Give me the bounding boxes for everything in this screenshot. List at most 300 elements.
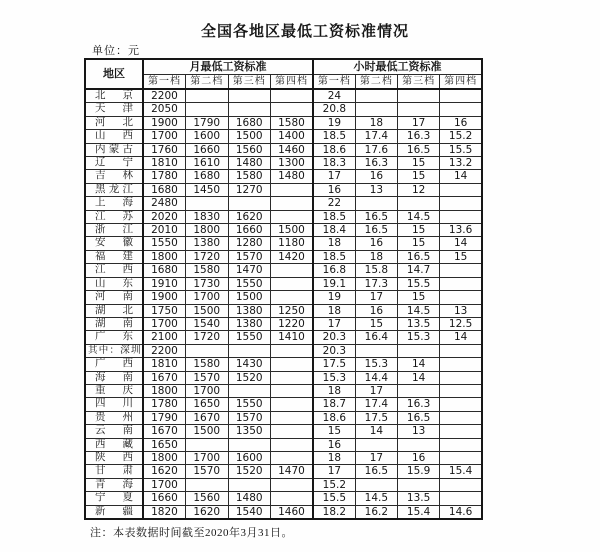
hourly-tier-2-header: 第二档 xyxy=(355,75,397,90)
monthly-value-cell: 1790 xyxy=(186,116,229,129)
table-row xyxy=(85,224,482,237)
monthly-value-cell: 1780 xyxy=(143,170,186,183)
monthly-value-cell: 1570 xyxy=(186,371,229,384)
table-row xyxy=(85,398,482,411)
hourly-value-cell: 20.8 xyxy=(313,103,355,116)
monthly-value-cell xyxy=(271,425,314,438)
hourly-value-cell xyxy=(355,197,397,210)
hourly-value-cell: 17.5 xyxy=(355,411,397,424)
table-row xyxy=(85,116,482,129)
monthly-value-cell: 1180 xyxy=(271,237,314,250)
hourly-value-cell xyxy=(440,492,482,505)
hourly-value-cell: 15.9 xyxy=(398,465,440,478)
region-column-header: 地区 xyxy=(85,59,143,89)
hourly-value-cell: 17 xyxy=(398,116,440,129)
region-cell: 新 疆 xyxy=(85,505,143,519)
hourly-value-cell xyxy=(355,344,397,357)
monthly-value-cell: 1410 xyxy=(271,331,314,344)
monthly-value-cell: 2010 xyxy=(143,224,186,237)
monthly-value-cell: 2200 xyxy=(143,344,186,357)
hourly-value-cell: 14 xyxy=(440,331,482,344)
monthly-value-cell: 1730 xyxy=(186,277,229,290)
region-cell: 海 南 xyxy=(85,371,143,384)
hourly-value-cell: 15.5 xyxy=(398,277,440,290)
monthly-value-cell: 1350 xyxy=(228,425,271,438)
monthly-value-cell: 1800 xyxy=(186,224,229,237)
monthly-value-cell xyxy=(271,478,314,491)
table-row xyxy=(85,130,482,143)
monthly-value-cell xyxy=(186,344,229,357)
wage-table-body xyxy=(85,89,482,519)
hourly-value-cell xyxy=(398,438,440,451)
monthly-value-cell xyxy=(271,384,314,397)
monthly-value-cell xyxy=(186,103,229,116)
hourly-value-cell: 18 xyxy=(355,116,397,129)
hourly-value-cell: 15.2 xyxy=(313,478,355,491)
hourly-value-cell: 15 xyxy=(355,317,397,330)
hourly-value-cell: 20.3 xyxy=(313,331,355,344)
hourly-value-cell xyxy=(440,264,482,277)
monthly-value-cell: 1580 xyxy=(186,358,229,371)
monthly-value-cell: 1910 xyxy=(143,277,186,290)
hourly-value-cell: 16 xyxy=(313,438,355,451)
monthly-value-cell: 1430 xyxy=(228,358,271,371)
hourly-value-cell: 15.3 xyxy=(398,331,440,344)
hourly-value-cell: 18 xyxy=(313,237,355,250)
hourly-value-cell: 14 xyxy=(398,371,440,384)
hourly-value-cell: 16 xyxy=(355,237,397,250)
hourly-value-cell: 14 xyxy=(440,237,482,250)
region-cell: 北 京 xyxy=(85,89,143,103)
hourly-value-cell: 16.8 xyxy=(313,264,355,277)
hourly-value-cell: 14 xyxy=(440,170,482,183)
monthly-value-cell xyxy=(271,103,314,116)
wage-table xyxy=(84,58,483,520)
hourly-value-cell: 18.5 xyxy=(313,210,355,223)
hourly-value-cell: 18.5 xyxy=(313,130,355,143)
monthly-value-cell: 1660 xyxy=(143,492,186,505)
hourly-value-cell xyxy=(398,197,440,210)
hourly-value-cell: 19 xyxy=(313,291,355,304)
table-header-tier-row xyxy=(85,75,482,90)
monthly-value-cell: 1580 xyxy=(228,170,271,183)
table-row xyxy=(85,103,482,116)
table-row xyxy=(85,384,482,397)
hourly-value-cell: 18.6 xyxy=(313,411,355,424)
region-cell: 安 徽 xyxy=(85,237,143,250)
hourly-value-cell: 16.5 xyxy=(355,224,397,237)
monthly-value-cell: 1500 xyxy=(228,130,271,143)
hourly-value-cell: 15.5 xyxy=(440,143,482,156)
hourly-value-cell xyxy=(440,398,482,411)
hourly-value-cell: 15 xyxy=(398,237,440,250)
hourly-value-cell: 18.3 xyxy=(313,157,355,170)
hourly-value-cell xyxy=(440,89,482,103)
monthly-value-cell xyxy=(271,344,314,357)
monthly-value-cell: 1760 xyxy=(143,143,186,156)
monthly-value-cell: 1500 xyxy=(271,224,314,237)
hourly-value-cell: 18.6 xyxy=(313,143,355,156)
monthly-value-cell xyxy=(271,411,314,424)
table-row xyxy=(85,210,482,223)
hourly-value-cell: 14.4 xyxy=(355,371,397,384)
table-row xyxy=(85,478,482,491)
hourly-value-cell: 15.5 xyxy=(313,492,355,505)
monthly-value-cell: 2100 xyxy=(143,331,186,344)
table-row xyxy=(85,505,482,519)
hourly-value-cell: 18.4 xyxy=(313,224,355,237)
region-cell: 湖 北 xyxy=(85,304,143,317)
monthly-value-cell: 1700 xyxy=(186,384,229,397)
hourly-value-cell: 13 xyxy=(398,425,440,438)
hourly-value-cell xyxy=(440,411,482,424)
monthly-value-cell: 1720 xyxy=(186,331,229,344)
region-cell: 山 西 xyxy=(85,130,143,143)
monthly-value-cell: 1670 xyxy=(143,371,186,384)
table-row xyxy=(85,264,482,277)
monthly-value-cell: 1270 xyxy=(228,183,271,196)
hourly-value-cell xyxy=(355,438,397,451)
region-cell: 吉 林 xyxy=(85,170,143,183)
hourly-value-cell: 15 xyxy=(398,170,440,183)
monthly-value-cell: 1570 xyxy=(228,411,271,424)
table-row xyxy=(85,277,482,290)
hourly-value-cell: 13.6 xyxy=(440,224,482,237)
table-row xyxy=(85,237,482,250)
monthly-value-cell xyxy=(271,183,314,196)
monthly-value-cell: 1300 xyxy=(271,157,314,170)
region-cell: 黑龙江 xyxy=(85,183,143,196)
monthly-value-cell: 1670 xyxy=(186,411,229,424)
region-cell: 西 藏 xyxy=(85,438,143,451)
monthly-value-cell: 1220 xyxy=(271,317,314,330)
hourly-value-cell: 18 xyxy=(313,451,355,464)
hourly-value-cell xyxy=(440,291,482,304)
monthly-value-cell: 1790 xyxy=(143,411,186,424)
monthly-value-cell: 1450 xyxy=(186,183,229,196)
hourly-tier-3-header: 第三档 xyxy=(398,75,440,90)
monthly-value-cell xyxy=(228,438,271,451)
monthly-value-cell xyxy=(228,344,271,357)
hourly-value-cell xyxy=(355,478,397,491)
monthly-value-cell xyxy=(271,492,314,505)
hourly-value-cell: 14 xyxy=(355,425,397,438)
monthly-value-cell: 2050 xyxy=(143,103,186,116)
monthly-value-cell xyxy=(228,384,271,397)
table-row xyxy=(85,358,482,371)
hourly-value-cell: 15 xyxy=(398,224,440,237)
region-cell: 福 建 xyxy=(85,250,143,263)
monthly-value-cell: 1550 xyxy=(228,398,271,411)
monthly-value-cell xyxy=(271,210,314,223)
hourly-value-cell: 16.3 xyxy=(355,157,397,170)
monthly-value-cell: 1380 xyxy=(228,317,271,330)
monthly-value-cell: 1540 xyxy=(186,317,229,330)
hourly-value-cell xyxy=(440,384,482,397)
hourly-value-cell: 15.4 xyxy=(398,505,440,519)
hourly-value-cell: 12 xyxy=(398,183,440,196)
table-row xyxy=(85,143,482,156)
monthly-value-cell: 1250 xyxy=(271,304,314,317)
region-cell: 宁 夏 xyxy=(85,492,143,505)
monthly-value-cell: 1620 xyxy=(228,210,271,223)
monthly-value-cell: 1580 xyxy=(186,264,229,277)
region-cell: 辽 宁 xyxy=(85,157,143,170)
table-row xyxy=(85,344,482,357)
monthly-value-cell: 1680 xyxy=(143,183,186,196)
monthly-value-cell: 1600 xyxy=(228,451,271,464)
monthly-value-cell: 1830 xyxy=(186,210,229,223)
monthly-value-cell: 1550 xyxy=(228,277,271,290)
hourly-value-cell: 17 xyxy=(313,465,355,478)
monthly-value-cell: 1680 xyxy=(228,116,271,129)
table-row xyxy=(85,89,482,103)
hourly-value-cell: 17.3 xyxy=(355,277,397,290)
monthly-value-cell: 1660 xyxy=(228,224,271,237)
hourly-value-cell: 16.2 xyxy=(355,505,397,519)
hourly-value-cell: 16 xyxy=(313,183,355,196)
hourly-value-cell xyxy=(440,344,482,357)
hourly-value-cell: 13.5 xyxy=(398,317,440,330)
hourly-value-cell: 15.3 xyxy=(355,358,397,371)
table-row xyxy=(85,465,482,478)
monthly-value-cell xyxy=(271,291,314,304)
region-cell: 其中：深圳 xyxy=(85,344,143,357)
monthly-value-cell: 1810 xyxy=(143,358,186,371)
hourly-value-cell: 16.3 xyxy=(398,398,440,411)
monthly-value-cell xyxy=(186,478,229,491)
monthly-value-cell: 1520 xyxy=(228,465,271,478)
monthly-value-cell: 2200 xyxy=(143,89,186,103)
monthly-value-cell: 1650 xyxy=(186,398,229,411)
hourly-value-cell: 19 xyxy=(313,116,355,129)
monthly-tier-4-header: 第四档 xyxy=(271,75,314,90)
hourly-value-cell: 22 xyxy=(313,197,355,210)
unit-note: 单位：元 xyxy=(92,45,140,57)
monthly-value-cell: 1460 xyxy=(271,143,314,156)
hourly-value-cell: 13.5 xyxy=(398,492,440,505)
hourly-value-cell: 20.3 xyxy=(313,344,355,357)
monthly-value-cell: 1650 xyxy=(143,438,186,451)
region-cell: 河 南 xyxy=(85,291,143,304)
hourly-value-cell xyxy=(440,438,482,451)
region-cell: 贵 州 xyxy=(85,411,143,424)
monthly-value-cell: 1400 xyxy=(271,130,314,143)
monthly-value-cell: 1500 xyxy=(186,425,229,438)
region-cell: 青 海 xyxy=(85,478,143,491)
hourly-value-cell: 17.4 xyxy=(355,398,397,411)
hourly-value-cell: 15.8 xyxy=(355,264,397,277)
monthly-value-cell: 1680 xyxy=(143,264,186,277)
monthly-value-cell: 1600 xyxy=(186,130,229,143)
hourly-value-cell xyxy=(440,425,482,438)
region-cell: 山 东 xyxy=(85,277,143,290)
monthly-value-cell: 1780 xyxy=(143,398,186,411)
hourly-value-cell xyxy=(440,277,482,290)
hourly-value-cell xyxy=(440,183,482,196)
table-row xyxy=(85,317,482,330)
monthly-value-cell: 1800 xyxy=(143,250,186,263)
region-cell: 广 东 xyxy=(85,331,143,344)
hourly-value-cell xyxy=(440,210,482,223)
monthly-value-cell xyxy=(228,478,271,491)
monthly-value-cell: 1500 xyxy=(228,291,271,304)
region-cell: 云 南 xyxy=(85,425,143,438)
region-cell: 内蒙古 xyxy=(85,143,143,156)
monthly-value-cell xyxy=(271,264,314,277)
hourly-value-cell xyxy=(398,89,440,103)
monthly-value-cell xyxy=(228,197,271,210)
hourly-value-cell: 14.5 xyxy=(398,210,440,223)
hourly-value-cell: 16 xyxy=(355,304,397,317)
monthly-value-cell: 1560 xyxy=(228,143,271,156)
hourly-value-cell xyxy=(398,103,440,116)
monthly-value-cell xyxy=(186,197,229,210)
page-title: 全国各地区最低工资标准情况 xyxy=(200,24,409,40)
hourly-value-cell xyxy=(355,89,397,103)
monthly-value-cell xyxy=(271,89,314,103)
hourly-value-cell xyxy=(440,197,482,210)
hourly-value-cell: 16 xyxy=(398,451,440,464)
hourly-value-cell xyxy=(440,451,482,464)
table-row xyxy=(85,438,482,451)
monthly-value-cell: 1700 xyxy=(186,451,229,464)
monthly-value-cell xyxy=(186,438,229,451)
monthly-value-cell xyxy=(271,451,314,464)
monthly-value-cell: 1550 xyxy=(143,237,186,250)
hourly-value-cell: 18.7 xyxy=(313,398,355,411)
region-cell: 广 西 xyxy=(85,358,143,371)
monthly-value-cell: 1900 xyxy=(143,291,186,304)
monthly-value-cell: 1810 xyxy=(143,157,186,170)
monthly-value-cell: 1560 xyxy=(186,492,229,505)
monthly-value-cell xyxy=(186,89,229,103)
hourly-value-cell: 19.1 xyxy=(313,277,355,290)
hourly-value-cell xyxy=(440,358,482,371)
monthly-value-cell: 1700 xyxy=(143,130,186,143)
hourly-value-cell: 14.6 xyxy=(440,505,482,519)
monthly-value-cell: 1480 xyxy=(228,492,271,505)
hourly-value-cell: 15 xyxy=(398,157,440,170)
monthly-value-cell: 1380 xyxy=(186,237,229,250)
monthly-value-cell: 1570 xyxy=(186,465,229,478)
table-row xyxy=(85,304,482,317)
hourly-value-cell: 16 xyxy=(355,170,397,183)
hourly-value-cell: 17 xyxy=(313,170,355,183)
monthly-value-cell: 1620 xyxy=(186,505,229,519)
region-cell: 浙 江 xyxy=(85,224,143,237)
monthly-tier-1-header: 第一档 xyxy=(143,75,186,90)
monthly-value-cell: 1480 xyxy=(271,170,314,183)
region-cell: 四 川 xyxy=(85,398,143,411)
hourly-value-cell: 18 xyxy=(313,304,355,317)
monthly-value-cell: 1550 xyxy=(228,331,271,344)
region-cell: 重 庆 xyxy=(85,384,143,397)
hourly-value-cell: 18 xyxy=(355,250,397,263)
monthly-value-cell: 1700 xyxy=(143,317,186,330)
region-cell: 湖 南 xyxy=(85,317,143,330)
hourly-value-cell: 17 xyxy=(355,291,397,304)
hourly-value-cell: 15 xyxy=(313,425,355,438)
monthly-value-cell xyxy=(271,398,314,411)
hourly-value-cell: 12.5 xyxy=(440,317,482,330)
hourly-value-cell: 13.2 xyxy=(440,157,482,170)
region-cell: 陕 西 xyxy=(85,451,143,464)
monthly-tier-2-header: 第二档 xyxy=(186,75,229,90)
hourly-value-cell: 16.3 xyxy=(398,130,440,143)
monthly-value-cell: 1470 xyxy=(271,465,314,478)
monthly-tier-3-header: 第三档 xyxy=(228,75,271,90)
monthly-value-cell: 1280 xyxy=(228,237,271,250)
monthly-value-cell: 1800 xyxy=(143,451,186,464)
monthly-value-cell: 1500 xyxy=(186,304,229,317)
footnote: 注：本表数据时间截至2020年3月31日。 xyxy=(90,527,293,539)
table-row xyxy=(85,183,482,196)
hourly-value-cell: 16.5 xyxy=(398,411,440,424)
monthly-value-cell: 1380 xyxy=(228,304,271,317)
hourly-value-cell: 14.5 xyxy=(398,304,440,317)
monthly-value-cell xyxy=(271,358,314,371)
hourly-value-cell: 17 xyxy=(313,317,355,330)
hourly-value-cell: 17.4 xyxy=(355,130,397,143)
region-cell: 河 北 xyxy=(85,116,143,129)
table-row xyxy=(85,411,482,424)
hourly-value-cell: 15.3 xyxy=(313,371,355,384)
hourly-value-cell: 14 xyxy=(398,358,440,371)
monthly-value-cell: 1570 xyxy=(228,250,271,263)
hourly-value-cell: 24 xyxy=(313,89,355,103)
hourly-value-cell: 15.4 xyxy=(440,465,482,478)
monthly-value-cell: 1670 xyxy=(143,425,186,438)
hourly-value-cell: 16.5 xyxy=(398,143,440,156)
hourly-value-cell: 14.7 xyxy=(398,264,440,277)
region-cell: 上 海 xyxy=(85,197,143,210)
hourly-group-header: 小时最低工资标准 xyxy=(313,59,482,75)
hourly-value-cell: 17.6 xyxy=(355,143,397,156)
hourly-value-cell: 15 xyxy=(440,250,482,263)
monthly-value-cell: 1540 xyxy=(228,505,271,519)
table-row xyxy=(85,425,482,438)
monthly-value-cell xyxy=(271,371,314,384)
table-row xyxy=(85,291,482,304)
hourly-value-cell: 17 xyxy=(355,451,397,464)
monthly-value-cell: 1900 xyxy=(143,116,186,129)
monthly-value-cell: 1480 xyxy=(228,157,271,170)
hourly-value-cell xyxy=(398,344,440,357)
hourly-value-cell: 18.2 xyxy=(313,505,355,519)
hourly-value-cell: 14.5 xyxy=(355,492,397,505)
monthly-value-cell: 1580 xyxy=(271,116,314,129)
hourly-value-cell: 16.5 xyxy=(355,465,397,478)
hourly-value-cell: 13 xyxy=(355,183,397,196)
table-row xyxy=(85,492,482,505)
hourly-value-cell: 16.4 xyxy=(355,331,397,344)
table-row xyxy=(85,371,482,384)
hourly-tier-4-header: 第四档 xyxy=(440,75,482,90)
hourly-value-cell xyxy=(440,478,482,491)
monthly-value-cell: 1750 xyxy=(143,304,186,317)
region-cell: 甘 肃 xyxy=(85,465,143,478)
monthly-value-cell: 1420 xyxy=(271,250,314,263)
monthly-value-cell: 1610 xyxy=(186,157,229,170)
monthly-value-cell xyxy=(271,438,314,451)
hourly-value-cell xyxy=(355,103,397,116)
monthly-group-header: 月最低工资标准 xyxy=(143,59,313,75)
table-row xyxy=(85,250,482,263)
monthly-value-cell: 1700 xyxy=(143,478,186,491)
table-row xyxy=(85,157,482,170)
hourly-value-cell xyxy=(398,384,440,397)
